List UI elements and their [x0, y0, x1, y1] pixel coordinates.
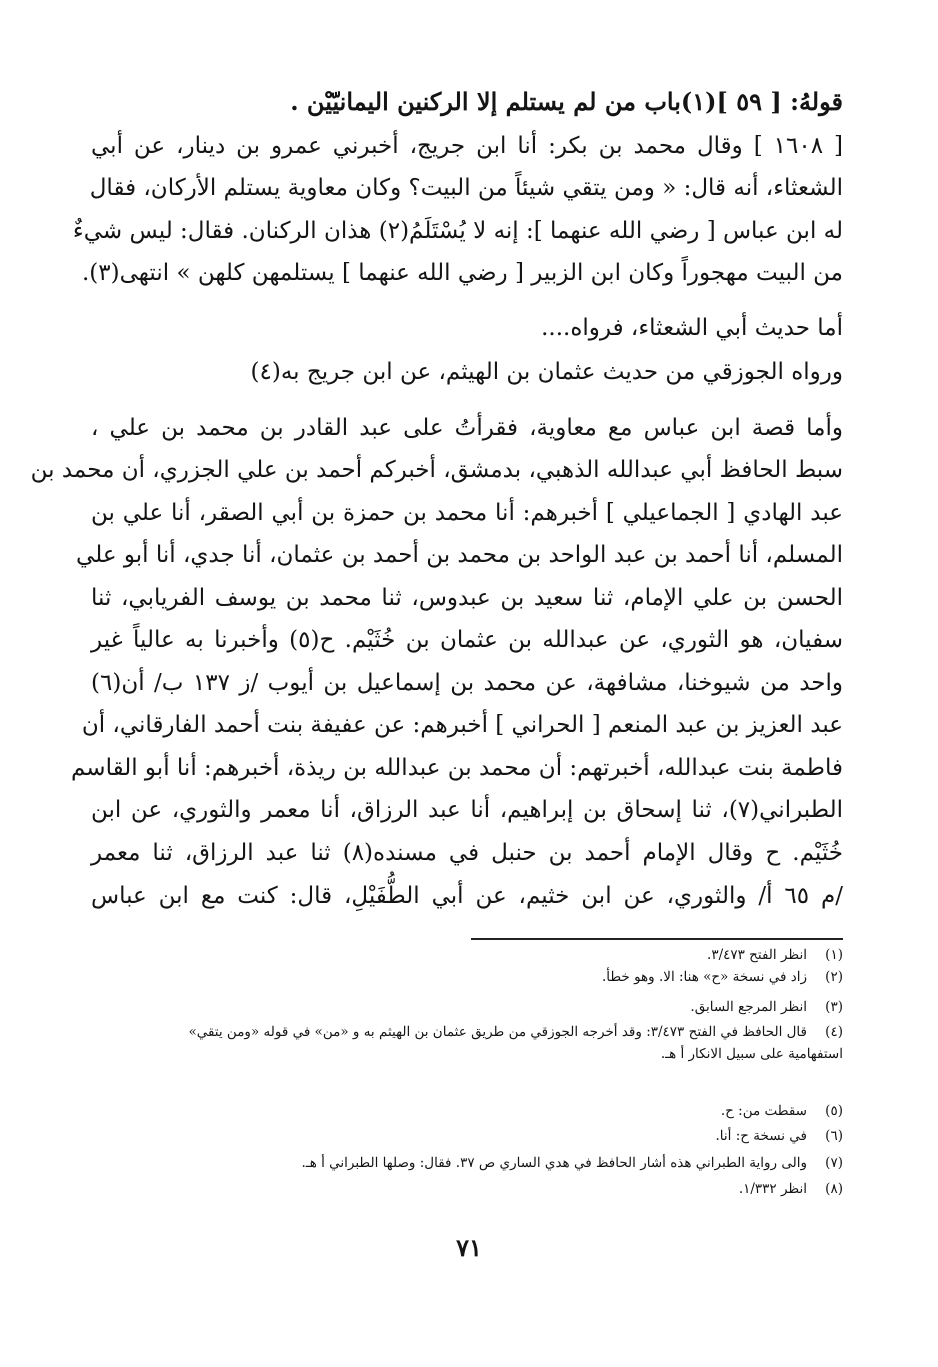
footnote-divider: [471, 938, 843, 940]
body-line: عبد الهادي [ الجماعيلي ] أخبرهم: أنا محمد بن حمزة بن أبي الصقر، أنا علي بن: [91, 500, 843, 526]
footnote: [83, 1125, 843, 1147]
footnote-text: انظر المرجع السابق.: [690, 999, 807, 1015]
footnote: [83, 944, 843, 966]
footnote-number: (٤): [825, 1024, 843, 1040]
footnote-text: في نسخة ح: أنا.: [715, 1128, 807, 1144]
footnote-text: انظر ١/٣٣٢.: [738, 1181, 807, 1197]
footnote: [83, 966, 843, 988]
body-line: الشعثاء، أنه قال: « ومن يتقي شيئاً من البيت؟ وكان معاوية يستلم الأركان، فقال: [89, 175, 843, 201]
footnote-number: (٨): [825, 1181, 843, 1197]
body-line: المسلم، أنا أحمد بن عبد الواحد بن محمد بن أحمد بن عثمان، أنا جدي، أنا أبو علي: [76, 542, 843, 568]
body-line: من البيت مهجوراً وكان ابن الزبير [ رضي الله عنهما ] يستلمهن كلهن » انتهى(٣).: [82, 260, 843, 286]
footnote: [83, 1021, 843, 1043]
body-line: الحسن بن علي الإمام، ثنا سعيد بن عبدوس، ثنا محمد بن يوسف الفريابي، ثنا: [91, 585, 843, 611]
page-number: ٧١: [456, 1233, 482, 1262]
body-line: سفيان، هو الثوري، عن عبدالله بن عثمان بن خُثَيْم. ح(٥) وأخبرنا به عالياً غير: [91, 627, 843, 653]
chapter-heading: قولهُ: [ ٥٩ ](١)باب من لم يستلم إلا الركنين اليمانيّيْن .: [290, 87, 843, 116]
footnote-number: (٦): [825, 1128, 843, 1144]
body-line: له ابن عباس [ رضي الله عنهما ]: إنه لا يُسْتَلَمُ(٢) هذان الركنان. فقال: ليس شيءٌ: [72, 218, 843, 244]
body-line: الطبراني(٧)، ثنا إسحاق بن إبراهيم، أنا عبد الرزاق، أنا معمر والثوري، عن ابن: [91, 797, 843, 823]
footnote-text: انظر الفتح ٣/٤٧٣.: [707, 947, 807, 963]
footnote-text: والى رواية الطبراني هذه أشار الحافظ في هدي الساري ص ٣٧. فقال: وصلها الطبراني أ هـ.: [301, 1155, 807, 1171]
footnote: [83, 1152, 843, 1174]
footnote-number: (٣): [825, 999, 843, 1015]
body-line: أما حديث أبي الشعثاء، فرواه....: [541, 315, 843, 341]
footnote: [83, 1100, 843, 1122]
footnote-number: (٧): [825, 1155, 843, 1171]
footnote-text: زاد في نسخة «ح» هنا: الا. وهو خطأ.: [601, 969, 807, 985]
body-line: [ ١٦٠٨ ] وقال محمد بن بكر: أنا ابن جريج، أخبرني عمرو بن دينار، عن أبي: [91, 133, 843, 159]
body-line: خُثَيْم. ح وقال الإمام أحمد بن حنبل في مسنده(٨) ثنا عبد الرزاق، ثنا معمر: [91, 840, 843, 866]
body-line: سبط الحافظ أبي عبدالله الذهبي، بدمشق، أخبركم أحمد بن علي الجزري، أن محمد بن: [30, 457, 843, 483]
body-line: ورواه الجوزقي من حديث عثمان بن الهيثم، عن ابن جريج به(٤): [250, 359, 843, 385]
footnote-text: سقطت من: ح.: [720, 1103, 807, 1119]
footnote: [83, 1178, 843, 1200]
body-line: عبد العزيز بن عبد المنعم [ الحراني ] أخبرهم: عن عفيفة بنت أحمد الفارقاني، أن: [81, 712, 843, 738]
body-line: واحد من شيوخنا، مشافهة، عن محمد بن إسماعيل بن أيوب /ز ١٣٧ ب/ أن(٦): [91, 670, 844, 696]
footnote-number: (١): [825, 947, 843, 963]
footnote-text: قال الحافظ في الفتح ٣/٤٧٣: وقد أخرجه الجوزقي من طريق عثمان بن الهيثم به و «من» في قوله «ومن يتقي»: [188, 1024, 807, 1040]
body-line: /م ٦٥ أ/ والثوري، عن ابن خثيم، عن أبي الطُّفَيْلِ، قال: كنت مع ابن عباس: [91, 883, 843, 909]
footnote-number: (٥): [825, 1103, 843, 1119]
footnote-number: (٢): [825, 969, 843, 985]
body-line: وأما قصة ابن عباس مع معاوية، فقرأتُ على عبد القادر بن محمد بن علي ،: [91, 415, 843, 441]
footnote: [83, 996, 843, 1018]
body-line: فاطمة بنت عبدالله، أخبرتهم: أن محمد بن عبدالله بن ريذة، أخبرهم: أنا أبو القاسم: [71, 755, 843, 781]
footnote-continuation: استفهامية على سبيل الانكار أ هـ.: [660, 1046, 843, 1062]
